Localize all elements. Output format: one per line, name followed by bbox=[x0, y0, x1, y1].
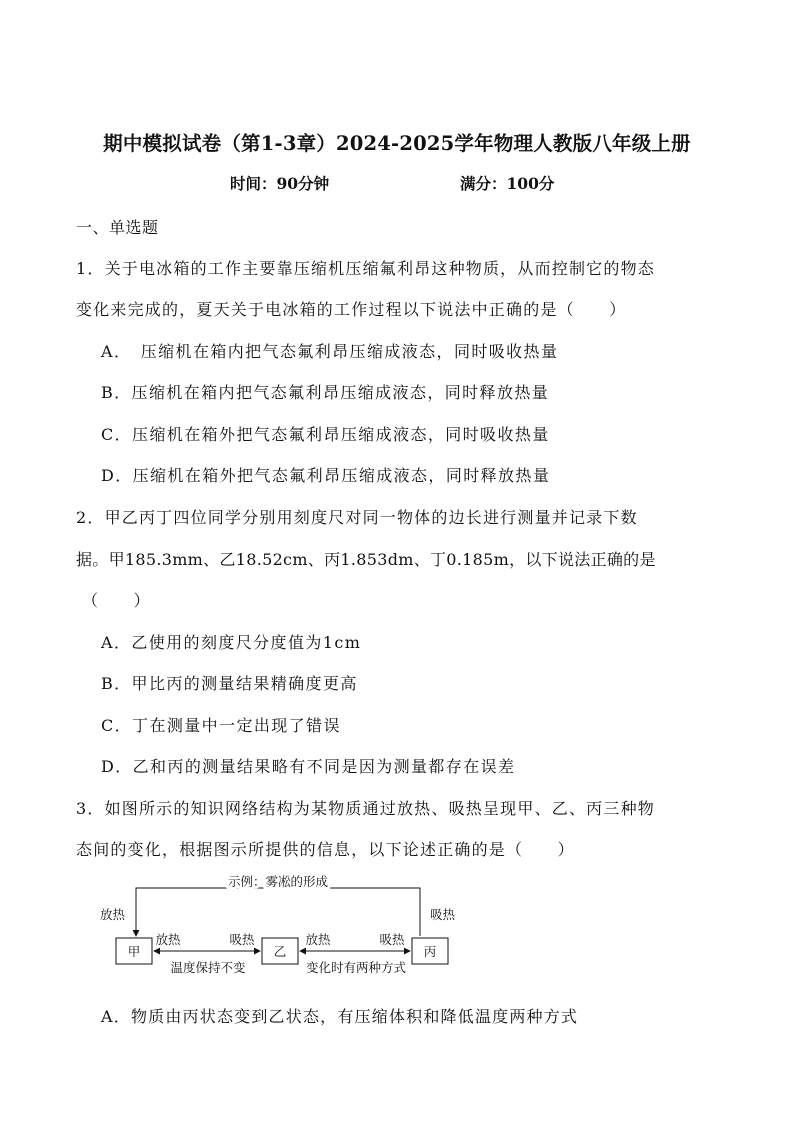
q2-option-b: B．甲比丙的测量结果精确度更高 bbox=[101, 674, 358, 693]
q1-option-b: B．压缩机在箱内把气态氟利昂压缩成液态，同时释放热量 bbox=[101, 383, 550, 402]
arrow1-right-label: 吸热 bbox=[229, 932, 255, 947]
left-side-label: 放热 bbox=[100, 907, 126, 922]
section-heading: 一、单选题 bbox=[76, 218, 159, 237]
box-yi-label: 乙 bbox=[273, 944, 287, 959]
q3-stem-line1: 3．如图所示的知识网络结构为某物质通过放热、吸热呈现甲、乙、丙三种物 bbox=[76, 799, 655, 818]
page-title: 期中模拟试卷（第1-3章）2024-2025学年物理人教版八年级上册 bbox=[103, 132, 691, 155]
q2-option-c: C．丁在测量中一定出现了错误 bbox=[101, 716, 341, 735]
q2-option-a: A．乙使用的刻度尺分度值为1cm bbox=[101, 633, 362, 652]
below-label-1: 温度保持不变 bbox=[170, 960, 246, 975]
box-jia-label: 甲 bbox=[127, 944, 141, 959]
loop-arrow bbox=[136, 888, 420, 936]
q2-stem-line2: 据。甲185.3mm、乙18.52cm、丙1.853dm、丁0.185m，以下说法正确的是 bbox=[76, 550, 656, 569]
below-label-2: 变化时有两种方式 bbox=[305, 960, 407, 975]
q1-stem-line2: 变化来完成的，夏天关于电冰箱的工作过程以下说法中正确的是（ ） bbox=[76, 300, 627, 319]
q3-stem-line2: 态间的变化，根据图示所提供的信息，以下论述正确的是（ ） bbox=[76, 840, 575, 859]
q1-option-c: C．压缩机在箱外把气态氟利昂压缩成液态，同时吸收热量 bbox=[101, 425, 550, 444]
box-bing-label: 丙 bbox=[423, 944, 437, 959]
q1-option-a: A． 压缩机在箱内把气态氟利昂压缩成液态，同时吸收热量 bbox=[101, 342, 559, 361]
state-change-diagram bbox=[100, 870, 462, 976]
arrow2-right-label: 吸热 bbox=[379, 932, 405, 947]
exam-time: 时间：90分钟 bbox=[230, 174, 330, 193]
q2-stem-line3: （ ） bbox=[82, 591, 151, 610]
arrow2-left-label: 放热 bbox=[305, 932, 331, 947]
q1-stem-line1: 1．关于电冰箱的工作主要靠压缩机压缩氟利昂这种物质，从而控制它的物态 bbox=[76, 259, 655, 278]
arrow1-left-label: 放热 bbox=[155, 932, 181, 947]
exam-score: 满分：100分 bbox=[460, 174, 555, 193]
q3-option-a: A．物质由丙状态变到乙状态，有压缩体积和降低温度两种方式 bbox=[101, 1007, 579, 1026]
q1-option-d: D．压缩机在箱外把气态氟利昂压缩成液态，同时释放热量 bbox=[101, 466, 551, 485]
q2-stem-line1: 2．甲乙丙丁四位同学分别用刻度尺对同一物体的边长进行测量并记录下数 bbox=[76, 508, 638, 527]
loop-label: 示例：雾凇的形成 bbox=[227, 874, 329, 889]
right-side-label: 吸热 bbox=[430, 907, 456, 922]
q2-option-d: D．乙和丙的测量结果略有不同是因为测量都存在误差 bbox=[101, 757, 516, 776]
